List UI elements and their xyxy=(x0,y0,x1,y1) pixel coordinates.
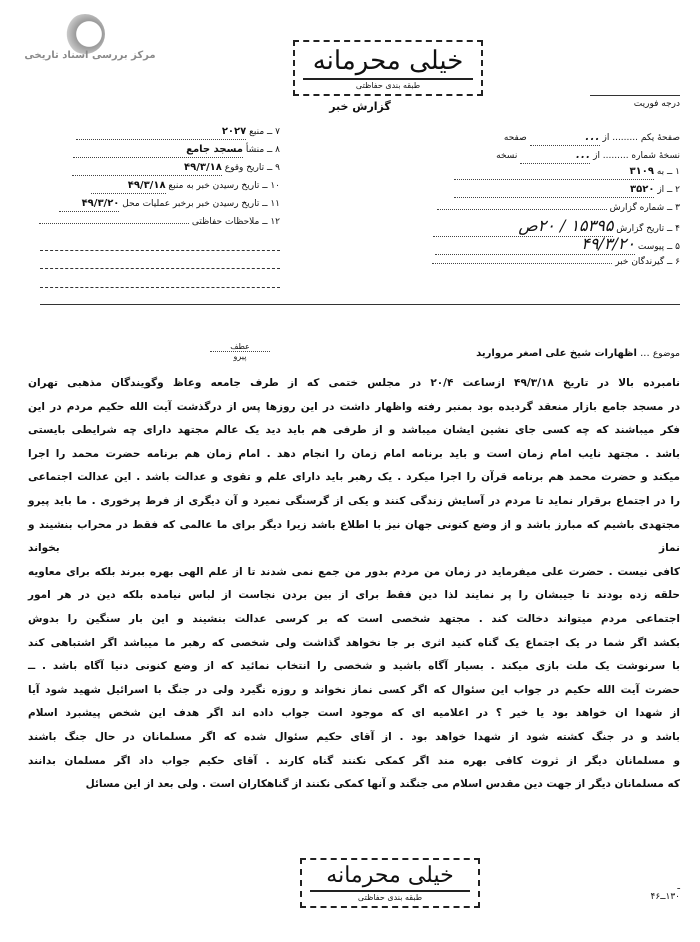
field-label: ۴ ــ تاریخ گزارش xyxy=(616,224,680,234)
field-source-received-date xyxy=(40,179,280,193)
field-value: ۴۹/۳/۲۰ xyxy=(581,234,636,253)
subject-text: اظهارات شیخ علی اصغر مروارید xyxy=(476,348,637,359)
section-divider xyxy=(40,304,680,305)
footer-mark: ـ xyxy=(677,882,680,892)
urgency-label: درجه فوریت xyxy=(590,95,680,109)
field-value: ... xyxy=(530,128,600,146)
body-line: در مسجد جامع بازار منعقد گردیده بود بمنبر رفته واظهار داشت در این روزها پس از درگذشت آیت الله حکیم مردم در این xyxy=(28,400,680,413)
field-recipients xyxy=(400,255,680,269)
field-value: ۴۹/۳/۱۸ xyxy=(127,180,166,191)
body-line: حلقه زده بودند تا جیبشان را پر نمایند لذا دین فقط برای از بین بردن نجاست از لباس نیامده بلکه دین در هر امور xyxy=(28,589,680,602)
field-value: ۳۵۲۰ xyxy=(630,184,655,195)
body-line: نامبرده بالا در تاریخ ۴۹/۳/۱۸ ازساعت ۲۰/۴ در مجلس ختمی که از طرف جامعه وعاظ وگویندگان مذهبی تهران xyxy=(28,377,680,389)
report-title: گزارش خبر xyxy=(329,100,391,113)
field-value: مسجد جامع xyxy=(186,144,243,155)
field-suffix: نسخه xyxy=(496,151,518,161)
field-page xyxy=(420,125,680,144)
body-line: اجتماعی مردم میتواند دخالت کند . مجتهد شخصی است که بر کرسی عدالت بنشیند و این بار سنگین را بدوش xyxy=(28,612,680,625)
field-attachment xyxy=(400,234,680,253)
field-label: ۱۲ ــ ملاحظات حفاظتی xyxy=(191,217,280,227)
field-report-date xyxy=(400,216,680,235)
archive-logo xyxy=(20,8,160,68)
field-value: ۱۵۳۹۵ / ۲۰ص xyxy=(518,216,614,235)
body-line: بکشد اگر شما در یک اجتماع یک گناه کنید اثری بر جا نخواهد گذاشت ولی شخصی که رهبر ما میباشد اگر اشتباهی کند xyxy=(28,636,680,649)
stamp-subtitle: طبقه بندی حفاظتی xyxy=(357,893,423,902)
field-value: ۳۱۰۹ xyxy=(629,166,654,177)
stamp-title: خیلی محرمانه xyxy=(310,862,470,892)
classification-stamp-bottom xyxy=(300,858,480,908)
field-value: ۴۹/۳/۱۸ xyxy=(184,162,222,173)
body-line: میکند و حضرت محمد هم برنامه قرآن را اجرا میکرد . یک رهبر باید دارای علم و تقوی و عدالت باشد . این عدالت اجتماعی xyxy=(28,471,680,484)
field-label: ۶ ــ گیرندگان خبر xyxy=(615,257,680,267)
page-code xyxy=(620,882,680,902)
followup-label: پیرو xyxy=(233,352,247,361)
field-label: ۲ ــ از xyxy=(657,185,680,195)
body-line: باشد و در جنگ کشته شود از شهدا خواهد بود . از آقای حکیم سئوال شده که اگر مسلمانان در حال جنگ باشند xyxy=(28,730,680,743)
classification-stamp-top xyxy=(293,40,483,96)
body-line: باشد . مجتهد نایب امام زمان است و باید برنامه امام زمان را انجام دهد . امام زمان هم برنامه حضرت محمد را اجرا xyxy=(28,447,680,460)
field-source xyxy=(40,125,280,139)
reference-label: عطف xyxy=(210,342,270,352)
field-from xyxy=(420,183,680,197)
body-line: حضرت آیت الله حکیم در جواب این سئوال که اگر کسی نماز نخواند و روزه نگیرد ولی در جنگ با اسرائیل شهید شود آیا xyxy=(28,683,680,696)
field-report-number xyxy=(420,201,680,215)
field-security-notes xyxy=(40,215,280,229)
stamp-subtitle: طبقه بندی حفاظتی xyxy=(355,81,421,90)
subject-label: موضوع xyxy=(652,349,680,359)
field-label: ۳ ــ شماره گزارش xyxy=(609,203,680,213)
field-label: صفحهٔ یکم ......... از xyxy=(602,133,680,143)
field-label: ۱ ــ به xyxy=(656,167,680,177)
body-line: با سرنوشت یک ملت بازی میکند . بسیار آگاه باشید و شخصی را انتخاب نمائید که از وضع کنونی دنیا آگاه باشد . ــ xyxy=(28,660,680,673)
body-line: فکر میباشند که چه کسی جای نشین ایشان میباشد و از طرفی هم باید دید یک عالم مجتهد دارای چه شرایطی بایستی xyxy=(28,424,680,437)
field-to xyxy=(420,165,680,179)
body-line: و مسلمانان دیگر از ثروت کافی بهره مند اگر کمکی نکنند گناه کارند . آقای حکیم جواب داد اگر مسلمان بدانند xyxy=(28,754,680,767)
field-origin xyxy=(40,143,280,157)
field-copy xyxy=(420,143,680,162)
field-label: ۵ ــ پیوست xyxy=(637,242,680,252)
field-label: ۹ ــ تاریخ وقوع xyxy=(224,163,280,173)
logo-text: مرکز بررسی اسناد تاریخی xyxy=(24,50,156,61)
dotted-line xyxy=(40,268,280,269)
stamp-title: خیلی محرمانه xyxy=(303,44,473,80)
document-archive-logo-icon xyxy=(65,14,105,54)
document-code: ۱۳۰ــ۴۶ xyxy=(650,892,680,902)
field-value: ... xyxy=(520,146,590,164)
body-line: که مسلمانان دیگر از جهت دین مقدس اسلام می جنگند و آنها کمکی نکنند از گناهکاران است . ولی بعد از این مسائل xyxy=(85,778,680,791)
body-line: از شهدا ان خواهد بود یا خیر ؟ در اعلامیه ای که موجود است جواب داده اند اگر هدف این شخص پیشبرد اسلام xyxy=(28,707,680,720)
field-label: ۷ ــ منبع xyxy=(249,127,280,137)
field-label: نسخهٔ شماره ......... از xyxy=(593,151,680,161)
dotted-line xyxy=(40,287,280,288)
subject-line: موضوع ... اظهارات شیخ علی اصغر مروارید xyxy=(476,348,680,359)
field-label: ۱۰ ــ تاریخ رسیدن خبر به منبع xyxy=(168,181,280,191)
dotted-line xyxy=(40,250,280,251)
field-label: ۸ ــ منشأ xyxy=(245,145,280,155)
body-line: کافی نیست . حضرت علی میفرماید در زمان من مردم بدور من جمع نمی شدند تا از علم الهی بهره ببرند بلکه برای معاویه xyxy=(28,565,680,578)
field-operation-received-date xyxy=(18,197,280,211)
report-body xyxy=(28,372,680,797)
body-line: را در اجتماع برقرار نماید تا مردم در آسایش زندگی کنند و یکی از گرسنگی نمیرد و آن دیگری از فرط پرخوری . ما باید پیرو xyxy=(28,494,680,507)
field-value: ۲۰۲۷ xyxy=(221,126,247,137)
body-line: مجتهدی باشیم که مبارز باشد و از وضع کنونی جهان نیز با اطلاع باشد زیرا دیگر برای ما عالمی که فقط در محراب بنشیند و نماز بخواند xyxy=(28,518,680,555)
field-value: ۴۹/۳/۲۰ xyxy=(81,198,120,209)
field-event-date xyxy=(40,161,280,175)
field-suffix: صفحه xyxy=(503,133,527,143)
field-label: ۱۱ ــ تاریخ رسیدن خبر برخبر عملیات محل xyxy=(122,199,280,209)
